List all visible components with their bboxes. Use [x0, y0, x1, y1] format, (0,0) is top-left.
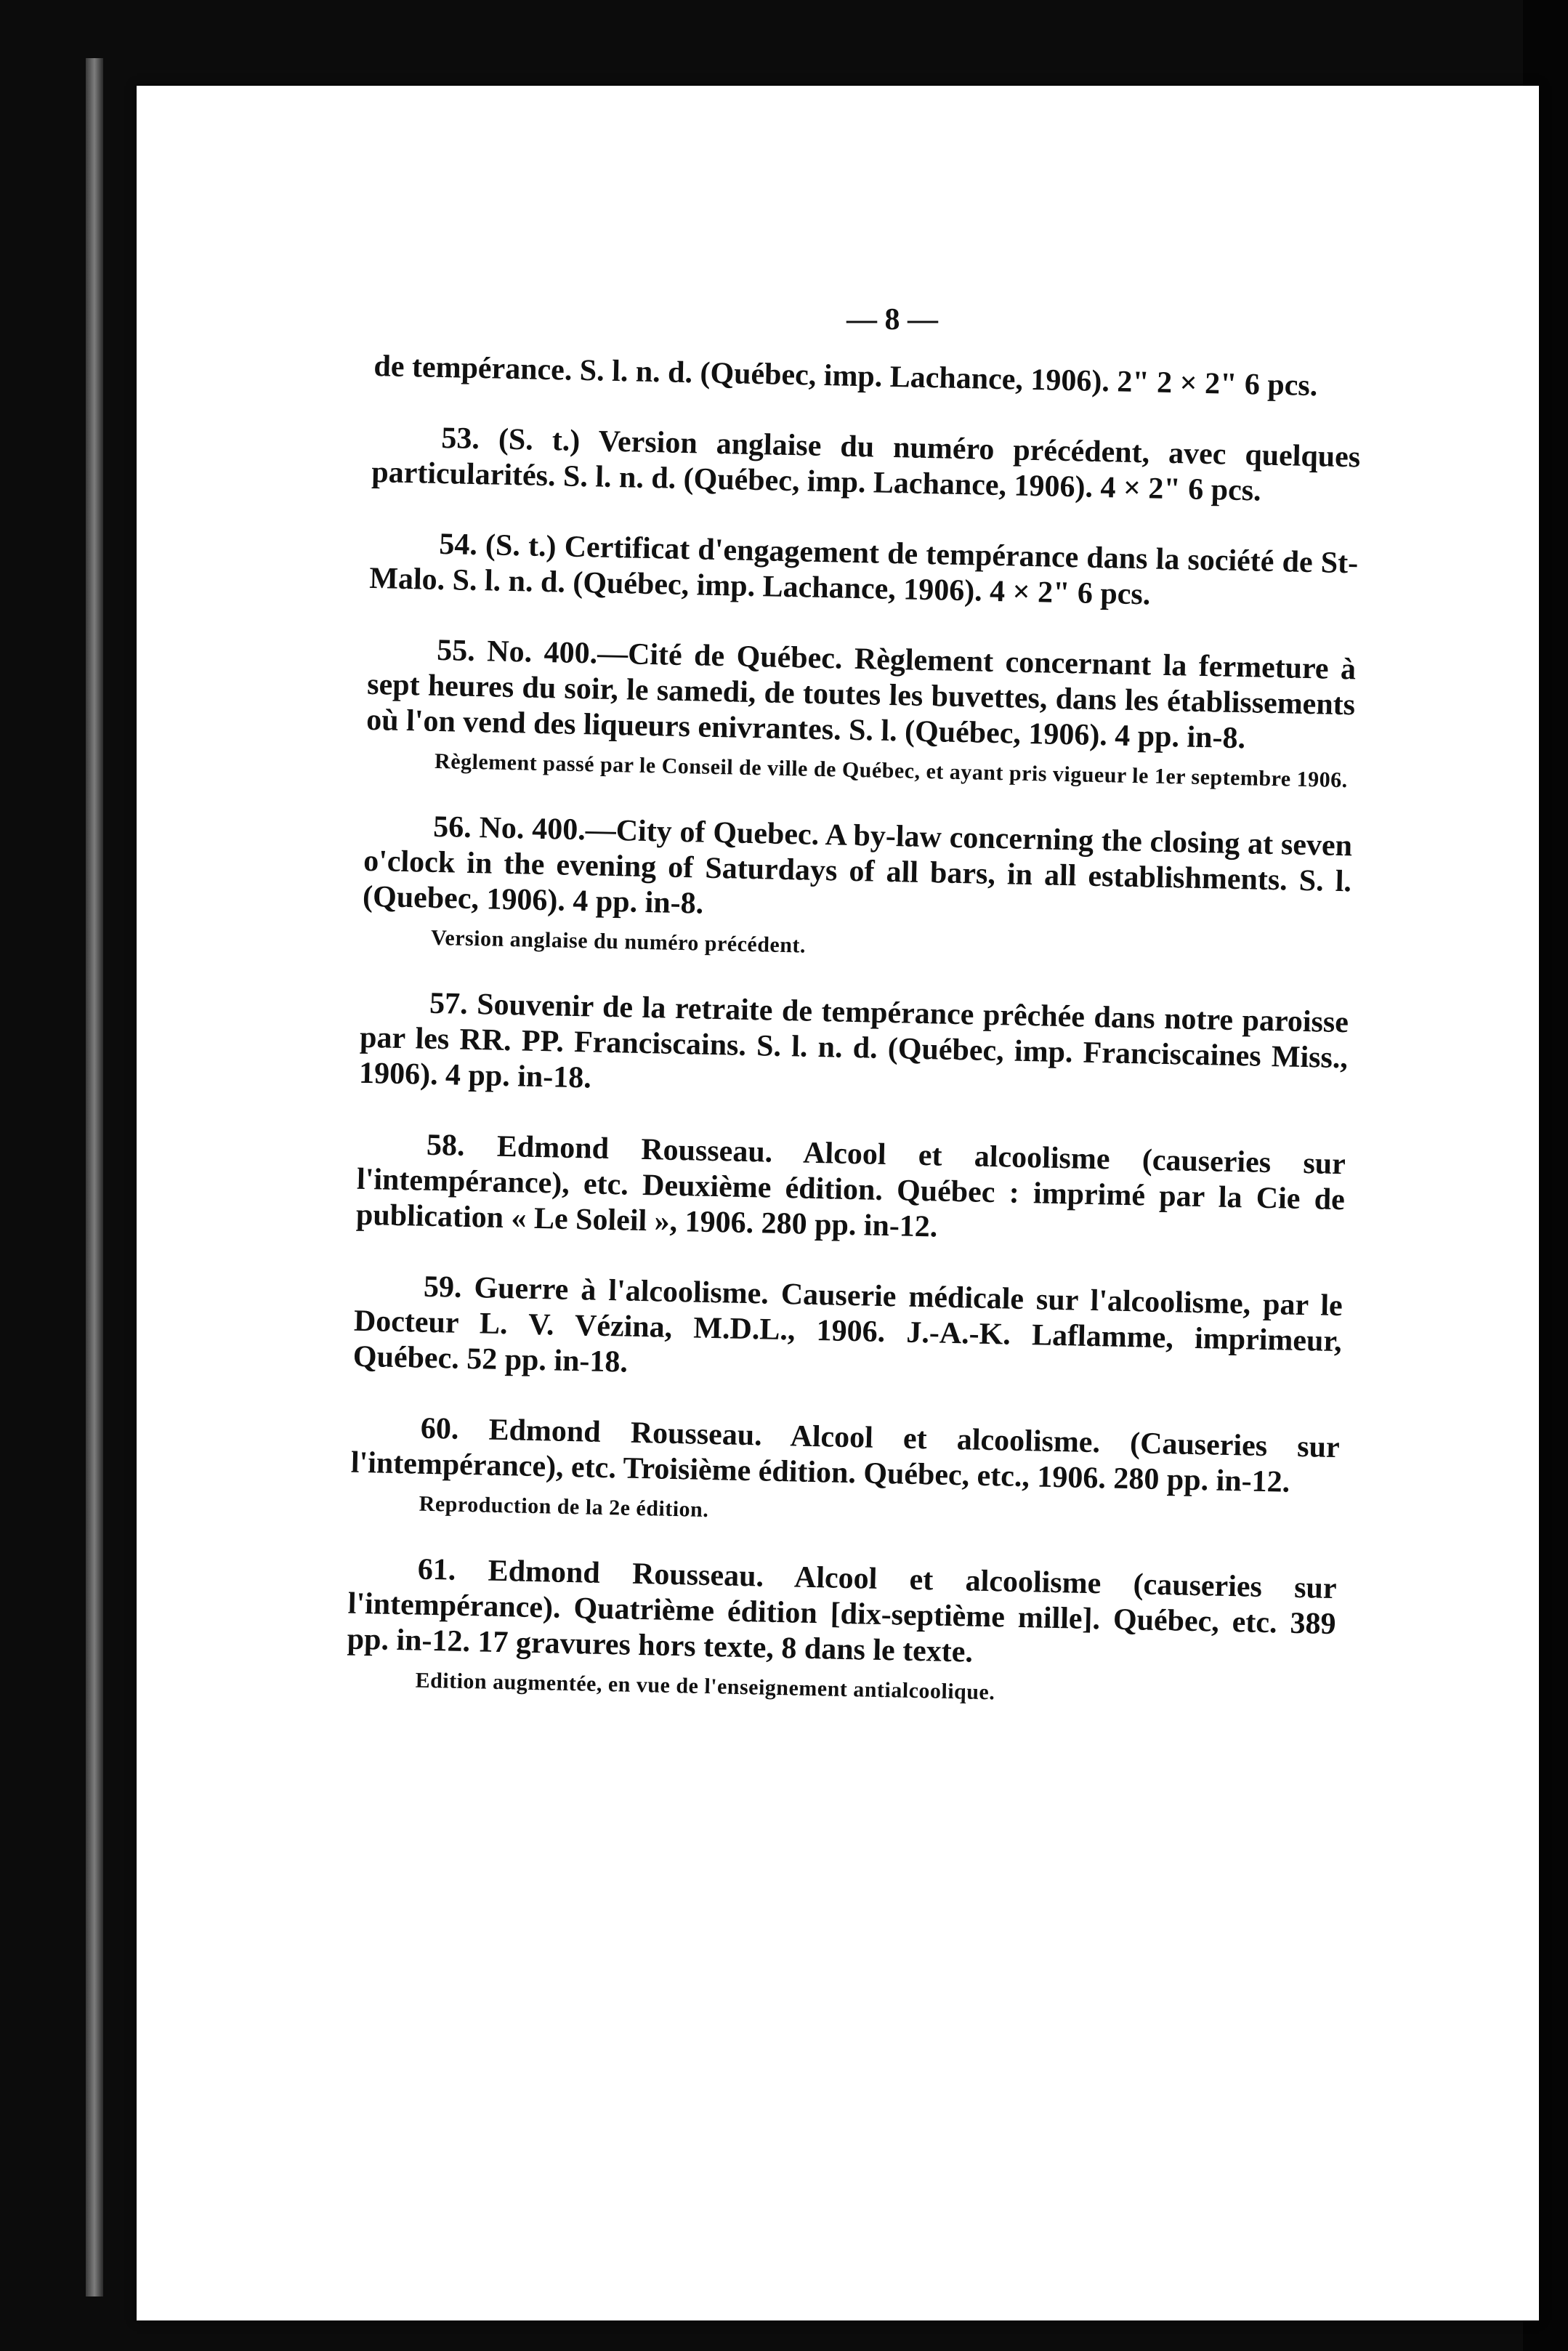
entry-note: Reproduction de la 2e édition.	[419, 1491, 709, 1522]
entry-61	[346, 1551, 1337, 1713]
entry-number: 53.	[440, 421, 480, 456]
entry-note: Edition augmentée, en vue de l'enseignement antialcoolique.	[415, 1668, 995, 1705]
entry-text: No. 400.—City of Quebec. A by-law concerning the closing at seven o'clock in the evening of Saturdays of all bars, in all establishments. S. l. (Quebec, 1906). 4 pp. in-8.	[362, 811, 1353, 921]
entry-text: Guerre à l'alcoolisme. Causerie médicale sur l'alcoolisme, par le Docteur L. V. Vézina, M.D.L., 1906. J.-A.-K. Laflamme, imprimeur, Québec. 52 pp. in-18.	[352, 1271, 1343, 1379]
page-number: — 8 —	[846, 303, 938, 336]
entry-54	[369, 525, 1359, 617]
entry-number: 61.	[417, 1552, 456, 1587]
entry-text: de tempérance. S. l. n. d. (Québec, imp. Lachance, 1906). 2" 2 × 2" 6 pcs.	[373, 349, 1318, 403]
entry-53	[371, 419, 1361, 511]
entry-58	[356, 1126, 1346, 1254]
entry-note: Version anglaise du numéro précédent.	[430, 925, 807, 958]
entry-55	[365, 632, 1357, 794]
entry-text: (S. t.) Version anglaise du numéro précédent, avec quelques particularités. S. l. n. d. (Québec, imp. Lachance, 1906). 4 × 2" 6 pcs.	[371, 422, 1361, 508]
book-spine-edge	[86, 58, 103, 2296]
entry-text: Souvenir de la retraite de tempérance prêchée dans notre paroisse par les RR. PP. Franciscains. S. l. n. d. (Québec, imp. Franciscaines Miss., 1906). 4 pp. in-18.	[358, 988, 1349, 1095]
entry-number: 58.	[426, 1128, 466, 1163]
entry-text: Edmond Rousseau. Alcool et alcoolisme (causeries sur l'intempérance). Quatrième édition [dix-septième mille]. Québec, etc. 389 pp. in-12. 17 gravures hors texte, 8 dans le texte.	[347, 1554, 1338, 1669]
bibliography-text	[345, 349, 1362, 1748]
entry-text: Edmond Rousseau. Alcool et alcoolisme. (Causeries sur l'intempérance), etc. Troisième édition. Québec, etc., 1906. 280 pp. in-12.	[350, 1413, 1341, 1499]
entry-text: No. 400.—Cité de Québec. Règlement concernant la fermeture à sept heures du soir, le samedi, de toutes les buvettes, dans les établissements où l'on vend des liqueurs enivrantes. S. l. (Québec, 1906). 4 pp. in-8.	[365, 634, 1357, 756]
entry-number: 57.	[429, 986, 469, 1021]
entry-number: 59.	[423, 1270, 462, 1304]
entry-text: (S. t.) Certificat d'engagement de tempérance dans la société de St-Malo. S. l. n. d. (Québec, imp. Lachance, 1906). 4 × 2" 6 pcs.	[368, 528, 1359, 612]
entry-56	[362, 808, 1353, 970]
entry-60	[349, 1410, 1340, 1536]
entry-number: 55.	[436, 633, 476, 668]
entry-note: Règlement passé par le Conseil de ville de Québec, et ayant pris vigueur le 1er septembre 1906.	[434, 749, 1349, 793]
entry-59	[352, 1268, 1343, 1395]
entry-number: 56.	[432, 810, 472, 844]
entry-number: 54.	[438, 527, 478, 562]
entry-number: 60.	[420, 1411, 459, 1446]
entry-text: Edmond Rousseau. Alcool et alcoolisme (causeries sur l'intempérance), etc. Deuxième édition. Québec : imprimé par la Cie de publication « Le Soleil », 1906. 280 pp. in-12.	[355, 1129, 1346, 1244]
entry-57	[359, 985, 1349, 1112]
